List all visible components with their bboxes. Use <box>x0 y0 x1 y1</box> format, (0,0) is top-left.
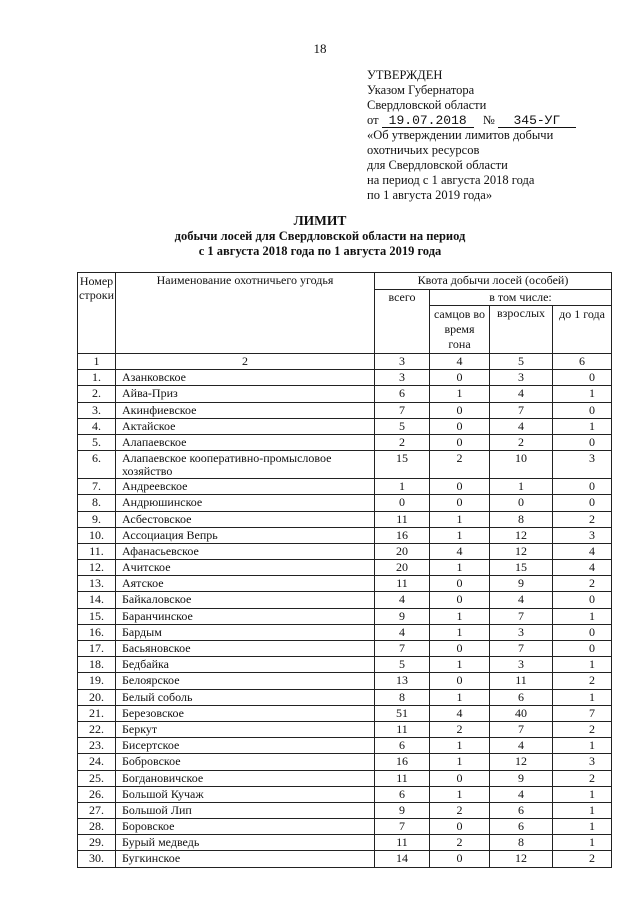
table-row <box>78 851 612 867</box>
quota-total: 2 <box>375 434 430 450</box>
quota-males: 0 <box>430 641 490 657</box>
table-row <box>78 786 612 802</box>
quota-under-one: 1 <box>553 835 612 851</box>
table-row <box>78 770 612 786</box>
row-number: 7. <box>78 479 116 495</box>
quota-total: 7 <box>375 402 430 418</box>
from-prefix: от <box>367 113 379 127</box>
table-row <box>78 738 612 754</box>
row-number: 4. <box>78 418 116 434</box>
quota-total: 7 <box>375 641 430 657</box>
row-number: 19. <box>78 673 116 689</box>
quota-males: 0 <box>430 402 490 418</box>
quota-under-one: 0 <box>553 370 612 386</box>
page-number: 18 <box>313 41 327 56</box>
quota-males: 1 <box>430 624 490 640</box>
hunting-ground-name: Бедбайка <box>116 657 375 673</box>
decree-title-2: охотничьих ресурсов <box>367 143 480 157</box>
table-row <box>78 370 612 386</box>
quota-adults: 7 <box>490 402 553 418</box>
row-number: 5. <box>78 434 116 450</box>
table-row <box>78 705 612 721</box>
quota-total: 5 <box>375 657 430 673</box>
row-number: 21. <box>78 705 116 721</box>
row-number: 30. <box>78 851 116 867</box>
row-number: 26. <box>78 786 116 802</box>
quota-males: 0 <box>430 370 490 386</box>
table-row <box>78 386 612 402</box>
column-number: 4 <box>430 354 490 370</box>
row-number: 18. <box>78 657 116 673</box>
quota-under-one: 1 <box>553 786 612 802</box>
quota-under-one: 0 <box>553 495 612 511</box>
quota-under-one: 0 <box>553 624 612 640</box>
header-under-one: до 1 года <box>553 306 612 354</box>
row-number: 20. <box>78 689 116 705</box>
quota-males: 0 <box>430 819 490 835</box>
table-row <box>78 673 612 689</box>
decree-number: 345-УГ <box>498 114 576 128</box>
quota-adults: 4 <box>490 786 553 802</box>
column-number: 6 <box>553 354 612 370</box>
decree-title-1: «Об утверждении лимитов добычи <box>367 128 554 142</box>
quota-total: 20 <box>375 543 430 559</box>
table-row <box>78 657 612 673</box>
quota-total: 6 <box>375 386 430 402</box>
quota-under-one: 2 <box>553 511 612 527</box>
hunting-ground-name: Бобровское <box>116 754 375 770</box>
hunting-ground-name: Богдановичское <box>116 770 375 786</box>
quota-males: 2 <box>430 835 490 851</box>
limits-table <box>77 272 612 868</box>
table-row <box>78 451 612 479</box>
column-number: 5 <box>490 354 553 370</box>
table-row <box>78 479 612 495</box>
quota-adults: 2 <box>490 434 553 450</box>
hunting-ground-name: Большой Лип <box>116 802 375 818</box>
hunting-ground-name: Белый соболь <box>116 689 375 705</box>
quota-adults: 11 <box>490 673 553 689</box>
quota-adults: 40 <box>490 705 553 721</box>
hunting-ground-name: Андрюшинское <box>116 495 375 511</box>
table-row <box>78 511 612 527</box>
column-number: 3 <box>375 354 430 370</box>
quota-under-one: 0 <box>553 402 612 418</box>
hunting-ground-name: Актайское <box>116 418 375 434</box>
row-number: 28. <box>78 819 116 835</box>
hunting-ground-name: Бисертское <box>116 738 375 754</box>
quota-total: 16 <box>375 754 430 770</box>
header-males: самцов во время гона <box>430 306 490 354</box>
quota-adults: 9 <box>490 576 553 592</box>
quota-total: 6 <box>375 738 430 754</box>
quota-adults: 12 <box>490 851 553 867</box>
quota-total: 4 <box>375 624 430 640</box>
hunting-ground-name: Байкаловское <box>116 592 375 608</box>
hunting-ground-name: Березовское <box>116 705 375 721</box>
hunting-ground-name: Бардым <box>116 624 375 640</box>
quota-adults: 1 <box>490 479 553 495</box>
hunting-ground-name: Баранчинское <box>116 608 375 624</box>
quota-total: 11 <box>375 576 430 592</box>
hunting-ground-name: Андреевское <box>116 479 375 495</box>
table-row <box>78 721 612 737</box>
quota-under-one: 0 <box>553 479 612 495</box>
number-prefix: № <box>482 113 495 127</box>
quota-males: 0 <box>430 673 490 689</box>
table-row <box>78 543 612 559</box>
quota-total: 8 <box>375 689 430 705</box>
hunting-ground-name: Белоярское <box>116 673 375 689</box>
header-adults: взрослых <box>490 306 553 354</box>
decree-date: 19.07.2018 <box>382 114 474 128</box>
table-row <box>78 495 612 511</box>
quota-adults: 10 <box>490 451 553 479</box>
hunting-ground-name: Асбестовское <box>116 511 375 527</box>
quota-adults: 3 <box>490 657 553 673</box>
quota-under-one: 1 <box>553 657 612 673</box>
quota-under-one: 7 <box>553 705 612 721</box>
table-row <box>78 754 612 770</box>
approval-date-line <box>367 113 576 128</box>
hunting-ground-name: Ачитское <box>116 560 375 576</box>
hunting-ground-name: Акинфиевское <box>116 402 375 418</box>
quota-under-one: 0 <box>553 592 612 608</box>
row-number: 25. <box>78 770 116 786</box>
hunting-ground-name: Большой Кучаж <box>116 786 375 802</box>
quota-adults: 6 <box>490 819 553 835</box>
hunting-ground-name: Азанковское <box>116 370 375 386</box>
quota-adults: 7 <box>490 721 553 737</box>
row-number: 3. <box>78 402 116 418</box>
row-number: 15. <box>78 608 116 624</box>
quota-total: 4 <box>375 592 430 608</box>
table-row <box>78 434 612 450</box>
quota-males: 1 <box>430 386 490 402</box>
quota-total: 3 <box>375 370 430 386</box>
table-row <box>78 560 612 576</box>
quota-total: 51 <box>375 705 430 721</box>
quota-under-one: 1 <box>553 819 612 835</box>
quota-males: 1 <box>430 738 490 754</box>
row-number: 12. <box>78 560 116 576</box>
quota-adults: 4 <box>490 592 553 608</box>
quota-adults: 0 <box>490 495 553 511</box>
quota-under-one: 1 <box>553 418 612 434</box>
quota-total: 5 <box>375 418 430 434</box>
row-number: 16. <box>78 624 116 640</box>
quota-under-one: 0 <box>553 434 612 450</box>
quota-total: 15 <box>375 451 430 479</box>
approval-decree: Указом Губернатора <box>367 83 475 97</box>
quota-males: 2 <box>430 721 490 737</box>
quota-total: 11 <box>375 511 430 527</box>
quota-adults: 7 <box>490 641 553 657</box>
quota-adults: 15 <box>490 560 553 576</box>
hunting-ground-name: Беркут <box>116 721 375 737</box>
header-quota: Квота добычи лосей (особей) <box>375 273 612 290</box>
header-total: всего <box>375 290 430 354</box>
hunting-ground-name: Алапаевское кооперативно-промысловое хозяйство <box>116 451 375 479</box>
quota-males: 1 <box>430 754 490 770</box>
quota-under-one: 3 <box>553 527 612 543</box>
table-row <box>78 402 612 418</box>
quota-total: 11 <box>375 770 430 786</box>
quota-total: 9 <box>375 608 430 624</box>
quota-total: 14 <box>375 851 430 867</box>
approval-stamp <box>367 68 576 203</box>
quota-males: 1 <box>430 608 490 624</box>
quota-adults: 9 <box>490 770 553 786</box>
row-number: 23. <box>78 738 116 754</box>
quota-under-one: 1 <box>553 386 612 402</box>
document-title-main: ЛИМИТ <box>293 213 347 228</box>
row-number: 29. <box>78 835 116 851</box>
quota-total: 13 <box>375 673 430 689</box>
table-row <box>78 418 612 434</box>
quota-adults: 12 <box>490 543 553 559</box>
quota-under-one: 1 <box>553 802 612 818</box>
quota-males: 0 <box>430 434 490 450</box>
quota-males: 2 <box>430 802 490 818</box>
table-row <box>78 592 612 608</box>
document-title-sub1: добычи лосей для Свердловской области на период <box>174 228 466 243</box>
quota-total: 16 <box>375 527 430 543</box>
quota-adults: 4 <box>490 738 553 754</box>
quota-males: 1 <box>430 657 490 673</box>
row-number: 14. <box>78 592 116 608</box>
hunting-ground-name: Айва-Приз <box>116 386 375 402</box>
quota-males: 0 <box>430 770 490 786</box>
quota-males: 1 <box>430 786 490 802</box>
row-number: 8. <box>78 495 116 511</box>
quota-males: 0 <box>430 592 490 608</box>
approval-region: Свердловской области <box>367 98 487 112</box>
quota-under-one: 3 <box>553 754 612 770</box>
quota-total: 20 <box>375 560 430 576</box>
quota-males: 1 <box>430 689 490 705</box>
decree-title-5: по 1 августа 2019 года» <box>367 188 493 202</box>
hunting-ground-name: Алапаевское <box>116 434 375 450</box>
header-row-number: Номер строки <box>78 273 116 354</box>
table-row <box>78 802 612 818</box>
hunting-ground-name: Афанасьевское <box>116 543 375 559</box>
row-number: 22. <box>78 721 116 737</box>
row-number: 24. <box>78 754 116 770</box>
quota-males: 1 <box>430 560 490 576</box>
hunting-ground-name: Боровское <box>116 819 375 835</box>
hunting-ground-name: Ассоциация Вепрь <box>116 527 375 543</box>
quota-under-one: 3 <box>553 451 612 479</box>
hunting-ground-name: Аятское <box>116 576 375 592</box>
quota-adults: 12 <box>490 754 553 770</box>
quota-adults: 3 <box>490 370 553 386</box>
quota-total: 9 <box>375 802 430 818</box>
quota-total: 11 <box>375 721 430 737</box>
row-number: 13. <box>78 576 116 592</box>
quota-males: 0 <box>430 576 490 592</box>
row-number: 2. <box>78 386 116 402</box>
quota-males: 0 <box>430 479 490 495</box>
quota-total: 7 <box>375 819 430 835</box>
quota-under-one: 4 <box>553 543 612 559</box>
table-row <box>78 527 612 543</box>
row-number: 27. <box>78 802 116 818</box>
quota-adults: 8 <box>490 511 553 527</box>
document-title <box>0 213 640 260</box>
quota-adults: 3 <box>490 624 553 640</box>
quota-total: 6 <box>375 786 430 802</box>
row-number: 6. <box>78 451 116 479</box>
table-row <box>78 576 612 592</box>
quota-adults: 6 <box>490 689 553 705</box>
quota-males: 1 <box>430 527 490 543</box>
quota-total: 1 <box>375 479 430 495</box>
header-including: в том числе: <box>430 290 612 306</box>
quota-under-one: 2 <box>553 721 612 737</box>
hunting-ground-name: Басьяновское <box>116 641 375 657</box>
row-number: 10. <box>78 527 116 543</box>
row-number: 17. <box>78 641 116 657</box>
column-number: 2 <box>116 354 375 370</box>
table-row <box>78 835 612 851</box>
approval-heading: УТВЕРЖДЕН <box>367 68 443 82</box>
row-number: 1. <box>78 370 116 386</box>
quota-males: 4 <box>430 705 490 721</box>
row-number: 9. <box>78 511 116 527</box>
quota-males: 0 <box>430 851 490 867</box>
quota-under-one: 1 <box>553 608 612 624</box>
quota-under-one: 2 <box>553 851 612 867</box>
quota-males: 4 <box>430 543 490 559</box>
quota-under-one: 2 <box>553 673 612 689</box>
quota-adults: 7 <box>490 608 553 624</box>
hunting-ground-name: Бурый медведь <box>116 835 375 851</box>
quota-under-one: 1 <box>553 689 612 705</box>
row-number: 11. <box>78 543 116 559</box>
hunting-ground-name: Бугкинское <box>116 851 375 867</box>
quota-under-one: 1 <box>553 738 612 754</box>
table-body <box>78 354 612 868</box>
table-row <box>78 689 612 705</box>
table-row <box>78 624 612 640</box>
quota-adults: 4 <box>490 418 553 434</box>
quota-under-one: 2 <box>553 770 612 786</box>
document-title-sub2: с 1 августа 2018 года по 1 августа 2019 года <box>198 244 442 258</box>
table-row <box>78 641 612 657</box>
quota-males: 2 <box>430 451 490 479</box>
quota-under-one: 4 <box>553 560 612 576</box>
quota-adults: 4 <box>490 386 553 402</box>
quota-adults: 12 <box>490 527 553 543</box>
quota-under-one: 2 <box>553 576 612 592</box>
header-name: Наименование охотничьего угодья <box>116 273 375 354</box>
quota-males: 0 <box>430 418 490 434</box>
table-row <box>78 608 612 624</box>
decree-title-3: для Свердловской области <box>367 158 508 172</box>
column-number: 1 <box>78 354 116 370</box>
quota-adults: 8 <box>490 835 553 851</box>
quota-total: 11 <box>375 835 430 851</box>
quota-total: 0 <box>375 495 430 511</box>
quota-males: 0 <box>430 495 490 511</box>
quota-under-one: 0 <box>553 641 612 657</box>
quota-males: 1 <box>430 511 490 527</box>
quota-adults: 6 <box>490 802 553 818</box>
table-row <box>78 819 612 835</box>
decree-title-4: на период с 1 августа 2018 года <box>367 173 535 187</box>
column-numbers-row <box>78 354 612 370</box>
